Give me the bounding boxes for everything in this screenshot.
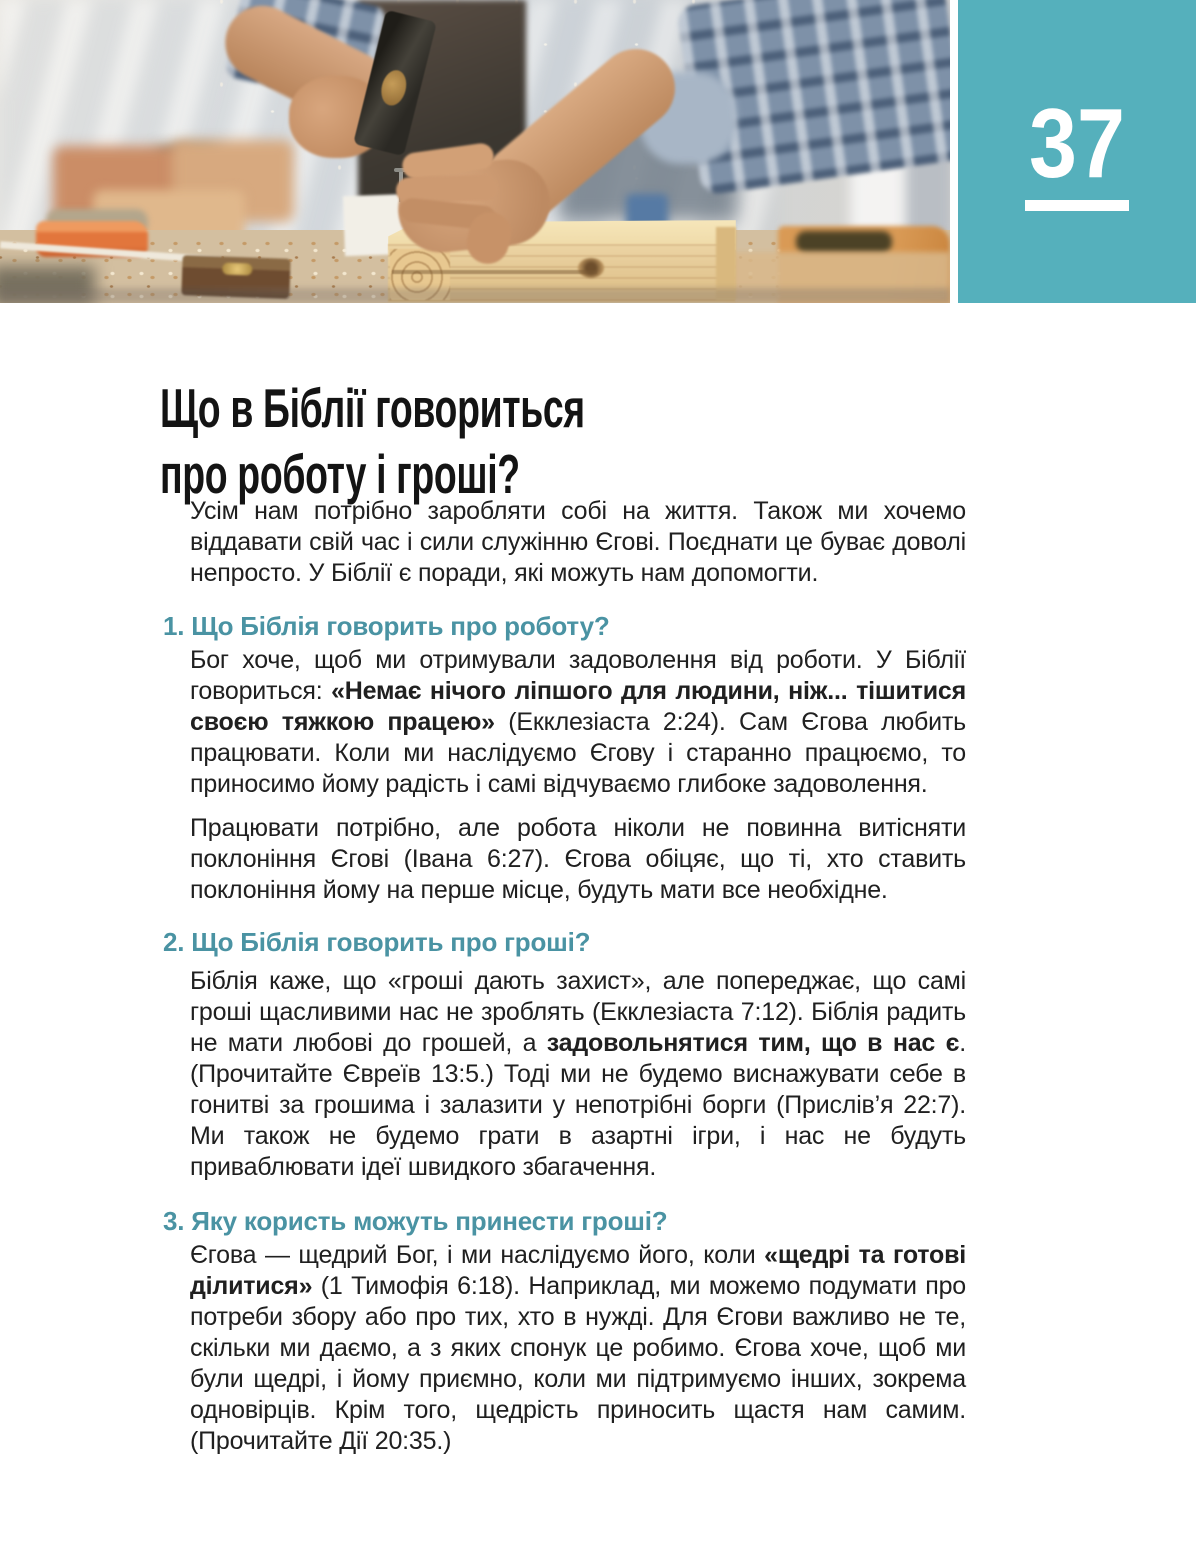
photo-hammer-brass-mark <box>378 67 410 108</box>
photo-plank-groove <box>392 270 597 274</box>
section-1-heading: 1. Що Біблія говорить про роботу? <box>163 611 610 641</box>
chapter-number-block <box>958 0 1196 303</box>
intro-paragraph: Усім нам потрібно заробляти собі на життя. Також ми хочемо віддавати свій час і сили служінню Єгові. Поєднати це буває доволі непросто. У Біблії є поради, які можуть нам допомогти. <box>190 497 966 587</box>
section-2-paragraph-1: Біблія каже, що «гроші дають захист», але попереджає, що самі гроші щасливими нас не зроблять (Екклезіаста 7:12). Біблія радить не мати любові до грошей, а задовольнятися тим, що в нас є. (Прочитайте Євреїв 13:5.) Тоді ми не будемо виснажувати себе в гонитві за грошима і залазити у непотрібні борги (Прислів’я 22:7). Ми також не будемо грати в азартні ігри, і нас не будуть приваблювати ідеї швидкого збагачення. <box>190 967 966 1181</box>
section-3-heading: 3. Яку користь можуть принести гроші? <box>163 1206 668 1236</box>
page-title <box>160 375 785 507</box>
header-photo <box>0 0 950 303</box>
photo-level-vial <box>222 263 252 276</box>
chapter-number: 37 <box>1029 88 1125 198</box>
photo-screws <box>796 231 892 253</box>
photo-wood-knot <box>578 258 604 278</box>
page-title-line-1: Що в Біблії говориться <box>160 376 585 439</box>
section-1-paragraph-1: Бог хоче, щоб ми отримували задоволення від роботи. У Біблії говориться: «Немає нічого ліпшого для людини, ніж... тішитися своєю тяжкою працею» (Екклезіаста 2:24). Сам Єгова любить працювати. Коли ми наслідуємо Єгову і старанно працюємо, то приносимо йому радість і самі відчуваємо глибоке задоволення. <box>190 646 966 798</box>
section-1-paragraph-2: Працювати потрібно, але робота ніколи не повинна витісняти поклоніння Єгові (Івана 6:27). Єгова обіцяє, що ті, хто ставить поклоніння йому на перше місце, будуть мати все необхідне. <box>190 814 966 904</box>
section-2-heading: 2. Що Біблія говорить про гроші? <box>163 927 591 957</box>
page-title-line-2: про роботу і гроші? <box>160 442 520 505</box>
chapter-underline <box>1025 200 1129 211</box>
photo-bench-edge-shadow <box>0 288 950 303</box>
section-3-paragraph-1: Єгова — щедрий Бог, і ми наслідуємо його, коли «щедрі та готові ділитися» (1 Тимофія 6:18). Наприклад, ми можемо подумати про потреби збору або про тих, хто в нужді. Для Єгови важливо не те, скільки ми даємо, а з яких спонук це робимо. Єгова хоче, щоб ми були щедрі, і йому приємно, коли ми підтримуємо інших, зокрема одновірців. Крім того, щедрість приносить щастя нам самим. (Прочитайте Дії 20:35.) <box>190 1241 966 1455</box>
